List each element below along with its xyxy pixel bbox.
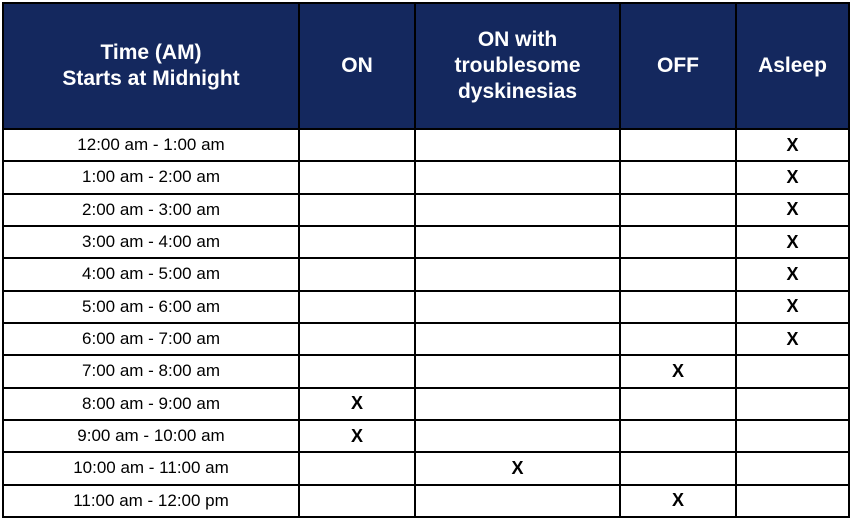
on-with-dyskinesias-cell xyxy=(415,226,620,258)
time-cell: 5:00 am - 6:00 am xyxy=(3,291,299,323)
off-cell xyxy=(620,194,736,226)
on-with-dyskinesias-cell xyxy=(415,420,620,452)
asleep-cell xyxy=(736,485,849,517)
time-cell: 12:00 am - 1:00 am xyxy=(3,129,299,161)
header-row xyxy=(3,3,849,129)
off-cell xyxy=(620,258,736,290)
time-cell: 2:00 am - 3:00 am xyxy=(3,194,299,226)
asleep-cell xyxy=(736,420,849,452)
time-cell: 1:00 am - 2:00 am xyxy=(3,161,299,193)
on-with-dyskinesias-cell xyxy=(415,485,620,517)
asleep-cell: X xyxy=(736,291,849,323)
on-with-dyskinesias-cell xyxy=(415,258,620,290)
table-row xyxy=(3,291,849,323)
time-cell: 8:00 am - 9:00 am xyxy=(3,388,299,420)
header-on-with-dyskinesias: ON with troublesome dyskinesias xyxy=(415,3,620,129)
on-cell xyxy=(299,129,415,161)
time-cell: 4:00 am - 5:00 am xyxy=(3,258,299,290)
table-row xyxy=(3,129,849,161)
asleep-cell xyxy=(736,452,849,484)
on-with-dyskinesias-cell: X xyxy=(415,452,620,484)
off-cell xyxy=(620,420,736,452)
symptom-diary-table xyxy=(2,2,850,518)
on-cell: X xyxy=(299,420,415,452)
on-cell: X xyxy=(299,388,415,420)
on-cell xyxy=(299,291,415,323)
time-cell: 6:00 am - 7:00 am xyxy=(3,323,299,355)
asleep-cell: X xyxy=(736,258,849,290)
on-cell xyxy=(299,323,415,355)
on-cell xyxy=(299,226,415,258)
table-row xyxy=(3,485,849,517)
time-cell: 7:00 am - 8:00 am xyxy=(3,355,299,387)
asleep-cell xyxy=(736,388,849,420)
table-row xyxy=(3,258,849,290)
time-cell: 11:00 am - 12:00 pm xyxy=(3,485,299,517)
on-cell xyxy=(299,258,415,290)
on-cell xyxy=(299,161,415,193)
on-cell xyxy=(299,355,415,387)
off-cell xyxy=(620,323,736,355)
off-cell: X xyxy=(620,485,736,517)
table-row xyxy=(3,452,849,484)
on-cell xyxy=(299,452,415,484)
table-row xyxy=(3,226,849,258)
off-cell xyxy=(620,161,736,193)
header-time: Time (AM) Starts at Midnight xyxy=(3,3,299,129)
on-with-dyskinesias-cell xyxy=(415,194,620,226)
on-with-dyskinesias-cell xyxy=(415,291,620,323)
off-cell xyxy=(620,388,736,420)
off-cell xyxy=(620,129,736,161)
table-row xyxy=(3,161,849,193)
time-cell: 10:00 am - 11:00 am xyxy=(3,452,299,484)
time-cell: 9:00 am - 10:00 am xyxy=(3,420,299,452)
off-cell xyxy=(620,226,736,258)
time-cell: 3:00 am - 4:00 am xyxy=(3,226,299,258)
asleep-cell: X xyxy=(736,129,849,161)
off-cell xyxy=(620,452,736,484)
on-with-dyskinesias-cell xyxy=(415,388,620,420)
header-on: ON xyxy=(299,3,415,129)
on-with-dyskinesias-cell xyxy=(415,161,620,193)
table-row xyxy=(3,388,849,420)
on-with-dyskinesias-cell xyxy=(415,129,620,161)
on-cell xyxy=(299,485,415,517)
table-row xyxy=(3,323,849,355)
asleep-cell xyxy=(736,355,849,387)
off-cell xyxy=(620,291,736,323)
on-with-dyskinesias-cell xyxy=(415,323,620,355)
asleep-cell: X xyxy=(736,161,849,193)
table-row xyxy=(3,355,849,387)
on-cell xyxy=(299,194,415,226)
on-with-dyskinesias-cell xyxy=(415,355,620,387)
asleep-cell: X xyxy=(736,226,849,258)
header-off: OFF xyxy=(620,3,736,129)
off-cell: X xyxy=(620,355,736,387)
table-row xyxy=(3,420,849,452)
table-body xyxy=(3,129,849,517)
header-asleep: Asleep xyxy=(736,3,849,129)
table-row xyxy=(3,194,849,226)
asleep-cell: X xyxy=(736,323,849,355)
asleep-cell: X xyxy=(736,194,849,226)
